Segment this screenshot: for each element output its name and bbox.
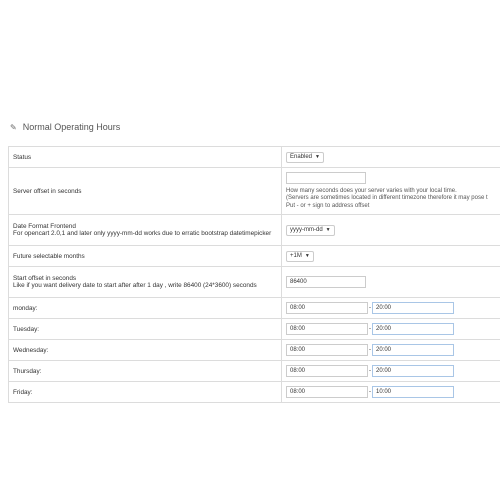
caret-down-icon: ▼: [325, 226, 331, 233]
closing-time-input[interactable]: 20:00: [372, 365, 454, 377]
status-label: Status: [9, 147, 282, 168]
closing-time-input[interactable]: 20:00: [372, 302, 454, 314]
server-offset-label: Server offset in seconds: [9, 168, 282, 215]
date-format-select-value: yyyy-mm-dd: [290, 226, 323, 233]
row-start-offset: [9, 267, 500, 298]
day-label: Friday:: [9, 382, 282, 403]
opening-time-input[interactable]: 08:00: [286, 365, 368, 377]
start-offset-input[interactable]: 86400: [286, 276, 366, 288]
closing-time-input[interactable]: 10:00: [372, 386, 454, 398]
row-date-format: [9, 215, 500, 246]
row-day-friday: [9, 382, 500, 403]
future-months-select[interactable]: [286, 251, 314, 262]
day-label: Thursday:: [9, 361, 282, 382]
date-format-sublabel: For opencart 2.0,1 and later only yyyy-mm-dd works due to erratic bootstrap datetimepicker: [13, 230, 272, 237]
caret-down-icon: ▼: [315, 153, 320, 160]
start-offset-sublabel: Like if you want delivery date to start after after 1 day , write 86400 (24*3600) seconds: [13, 282, 257, 289]
time-separator: -: [369, 326, 371, 332]
row-day-tuesday: [9, 319, 500, 340]
opening-time-input[interactable]: 08:00: [286, 323, 368, 335]
day-label: Wednesday:: [9, 340, 282, 361]
status-select-value: Enabled: [290, 153, 313, 160]
row-server-offset: [9, 168, 500, 215]
status-select[interactable]: [286, 152, 324, 163]
server-offset-hint-3: Put - or + sign to address offset: [286, 202, 370, 209]
server-offset-hint-1: How many seconds does your server varies with your local time.: [286, 187, 457, 194]
settings-table: [8, 146, 500, 403]
row-day-monday: [9, 298, 500, 319]
time-separator: -: [369, 305, 371, 311]
date-format-label: Date Format Frontend: [13, 223, 76, 230]
pencil-icon: ✎: [10, 122, 17, 132]
row-day-wednesday: [9, 340, 500, 361]
day-label: Tuesday:: [9, 319, 282, 340]
day-label: monday:: [9, 298, 282, 319]
closing-time-input[interactable]: 20:00: [372, 323, 454, 335]
panel-title-text: Normal Operating Hours: [22, 122, 121, 132]
server-offset-input[interactable]: [286, 172, 366, 184]
opening-time-input[interactable]: 08:00: [286, 302, 368, 314]
time-separator: -: [369, 368, 371, 374]
closing-time-input[interactable]: 20:00: [372, 344, 454, 356]
panel-title: [10, 122, 120, 132]
start-offset-label: Start offset in seconds: [13, 275, 77, 282]
row-future-months: [9, 246, 500, 267]
opening-time-input[interactable]: 08:00: [286, 386, 368, 398]
time-separator: -: [369, 347, 371, 353]
caret-down-icon: ▼: [304, 252, 310, 259]
server-offset-hint-2: (Servers are sometimes located in different timezone therefore it may pose t: [286, 195, 488, 202]
time-separator: -: [369, 389, 371, 395]
future-months-label: Future selectable months: [9, 246, 282, 267]
future-months-select-value: +1M: [290, 252, 302, 259]
row-status: [9, 147, 500, 168]
row-day-thursday: [9, 361, 500, 382]
opening-time-input[interactable]: 08:00: [286, 344, 368, 356]
date-format-select[interactable]: [286, 225, 335, 236]
